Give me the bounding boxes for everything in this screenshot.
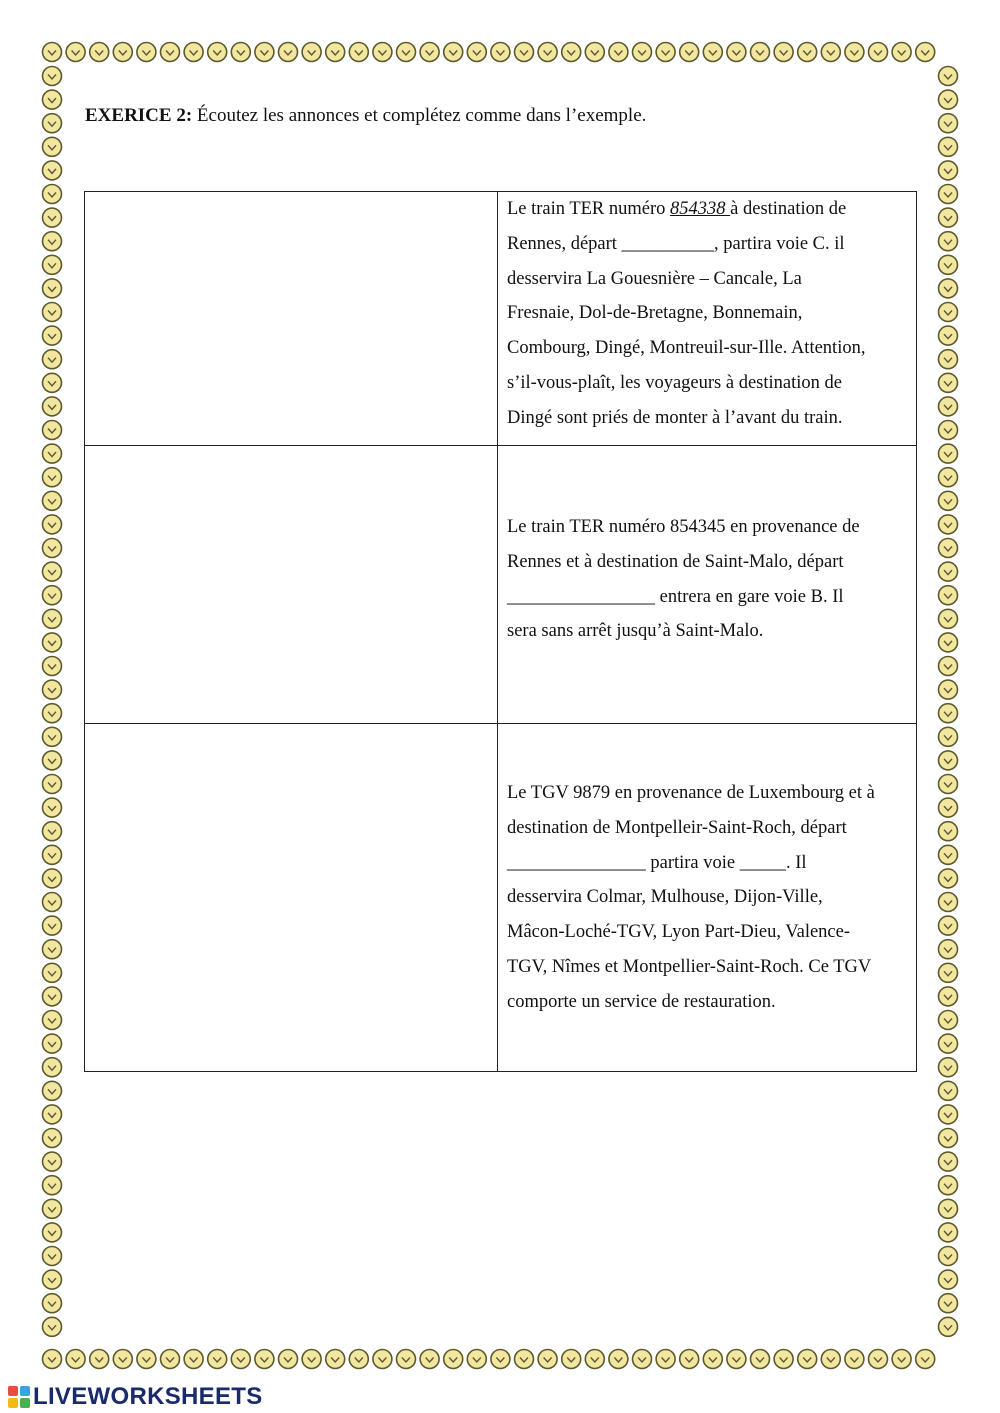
- clock-icon: [43, 1294, 62, 1313]
- text-line: s’il-vous-plaît, les voyageurs à destination de: [507, 372, 842, 393]
- clock-icon: [397, 1350, 416, 1369]
- clock-icon: [939, 232, 958, 251]
- clock-icon: [43, 633, 62, 652]
- clock-icon: [43, 775, 62, 794]
- clock-icon: [161, 1350, 180, 1369]
- clock-icon: [326, 43, 345, 62]
- clock-icon: [821, 1350, 840, 1369]
- clock-icon: [939, 633, 958, 652]
- clock-icon: [373, 1350, 392, 1369]
- clock-icon: [467, 43, 486, 62]
- clock-icon: [43, 444, 62, 463]
- clock-icon: [892, 1350, 911, 1369]
- clock-icon: [43, 963, 62, 982]
- clock-icon: [939, 963, 958, 982]
- clock-icon: [43, 727, 62, 746]
- clock-icon: [113, 43, 132, 62]
- text-line: TGV, Nîmes et Montpellier-Saint-Roch. Ce TGV: [507, 956, 872, 977]
- clock-icon: [420, 1350, 439, 1369]
- clock-icon: [302, 1350, 321, 1369]
- clock-icon: [208, 1350, 227, 1369]
- decorative-border-bottom: [40, 1347, 960, 1371]
- clock-icon: [43, 1058, 62, 1077]
- clock-icon: [43, 1034, 62, 1053]
- clock-icon: [43, 397, 62, 416]
- clock-icon: [939, 1270, 958, 1289]
- answer-cell[interactable]: [85, 446, 498, 724]
- clock-icon: [43, 916, 62, 935]
- clock-icon: [538, 43, 557, 62]
- clock-icon: [939, 940, 958, 959]
- clock-icon: [869, 1350, 888, 1369]
- clock-icon: [774, 43, 793, 62]
- clock-icon: [939, 397, 958, 416]
- clock-icon: [43, 421, 62, 440]
- clock-icon: [43, 751, 62, 770]
- clock-icon: [939, 751, 958, 770]
- clock-icon: [939, 279, 958, 298]
- clock-icon: [397, 43, 416, 62]
- clock-icon: [939, 798, 958, 817]
- exercise-table: [84, 191, 917, 1072]
- clock-icon: [609, 1350, 628, 1369]
- clock-icon: [538, 1350, 557, 1369]
- clock-icon: [585, 43, 604, 62]
- decorative-border-left: [40, 40, 64, 1371]
- clock-icon: [255, 1350, 274, 1369]
- announcement-text: [498, 192, 916, 436]
- clock-icon: [43, 114, 62, 133]
- announcement-text: [498, 724, 916, 1020]
- text-line: Combourg, Dingé, Montreuil-sur-Ille. Attention,: [507, 338, 866, 359]
- exercise-instruction: [85, 103, 915, 129]
- table-row: [85, 446, 917, 724]
- clock-icon: [515, 43, 534, 62]
- clock-icon: [43, 1223, 62, 1242]
- text-line: ________________ entrera en gare voie B. Il: [507, 586, 844, 607]
- clock-icon: [467, 1350, 486, 1369]
- clock-icon: [43, 491, 62, 510]
- clock-icon: [184, 1350, 203, 1369]
- example-train-number: 854338: [670, 199, 731, 219]
- clock-icon: [562, 1350, 581, 1369]
- clock-icon: [916, 1350, 935, 1369]
- clock-icon: [43, 822, 62, 841]
- brand-name: LIVEWORKSHEETS: [33, 1383, 263, 1410]
- clock-icon: [939, 1081, 958, 1100]
- clock-icon: [939, 1176, 958, 1195]
- clock-icon: [939, 609, 958, 628]
- clock-icon: [279, 1350, 298, 1369]
- clock-icon: [939, 421, 958, 440]
- clock-icon: [703, 43, 722, 62]
- announcement-cell: [498, 192, 917, 446]
- clock-icon: [43, 161, 62, 180]
- clock-icon: [373, 43, 392, 62]
- clock-icon: [255, 43, 274, 62]
- clock-icon: [939, 1294, 958, 1313]
- clock-icon: [137, 1350, 156, 1369]
- clock-icon: [43, 279, 62, 298]
- clock-icon: [939, 373, 958, 392]
- clock-icon: [43, 232, 62, 251]
- clock-icon: [43, 1199, 62, 1218]
- table-row: [85, 724, 917, 1072]
- clock-icon: [939, 916, 958, 935]
- clock-icon: [939, 114, 958, 133]
- text-line: sera sans arrêt jusqu’à Saint-Malo.: [507, 621, 764, 642]
- text-line: Le train TER numéro 854345 en provenance de: [507, 517, 860, 537]
- clock-icon: [939, 539, 958, 558]
- clock-icon: [939, 1129, 958, 1148]
- clock-icon: [231, 1350, 250, 1369]
- clock-icon: [939, 775, 958, 794]
- clock-icon: [43, 845, 62, 864]
- clock-icon: [43, 468, 62, 487]
- exercise-instruction-text: Écoutez les annonces et complétez comme dans l’exemple.: [192, 105, 647, 126]
- clock-icon: [43, 940, 62, 959]
- logo-square: [20, 1398, 30, 1408]
- clock-icon: [161, 43, 180, 62]
- clock-icon: [656, 1350, 675, 1369]
- clock-icon: [703, 1350, 722, 1369]
- clock-icon: [491, 1350, 510, 1369]
- table-row: [85, 192, 917, 446]
- clock-icon: [43, 657, 62, 676]
- clock-icon: [798, 43, 817, 62]
- clock-icon: [349, 43, 368, 62]
- clock-icon: [798, 1350, 817, 1369]
- text-line: _______________ partira voie _____. Il: [507, 852, 807, 873]
- text-line: desservira La Gouesnière – Cancale, La: [507, 268, 802, 289]
- clock-icon: [939, 468, 958, 487]
- clock-icon: [43, 987, 62, 1006]
- clock-icon: [420, 43, 439, 62]
- clock-icon: [43, 350, 62, 369]
- clock-icon: [43, 1176, 62, 1195]
- clock-icon: [43, 539, 62, 558]
- announcement-cell: [498, 446, 917, 724]
- text-line: Le train TER numéro 854338 à destination de: [507, 199, 847, 219]
- clock-icon: [444, 43, 463, 62]
- clock-icon: [845, 43, 864, 62]
- text-line: Mâcon-Loché-TGV, Lyon Part-Dieu, Valence-: [507, 922, 850, 943]
- clock-icon: [43, 586, 62, 605]
- clock-icon: [939, 90, 958, 109]
- clock-icon: [774, 1350, 793, 1369]
- logo-grid-icon: [8, 1386, 30, 1408]
- clock-icon: [751, 43, 770, 62]
- clock-icon: [939, 657, 958, 676]
- clock-icon: [562, 43, 581, 62]
- text-line: comporte un service de restauration.: [507, 991, 776, 1012]
- clock-icon: [444, 1350, 463, 1369]
- clock-icon: [939, 680, 958, 699]
- clock-icon: [585, 1350, 604, 1369]
- clock-icon: [939, 586, 958, 605]
- clock-icon: [113, 1350, 132, 1369]
- clock-icon: [43, 373, 62, 392]
- text-line: Dingé sont priés de monter à l’avant du train.: [507, 407, 843, 428]
- clock-icon: [939, 137, 958, 156]
- clock-icon: [939, 326, 958, 345]
- clock-icon: [43, 609, 62, 628]
- clock-icon: [939, 350, 958, 369]
- clock-icon: [609, 43, 628, 62]
- clock-icon: [43, 137, 62, 156]
- clock-icon: [43, 208, 62, 227]
- clock-icon: [43, 1152, 62, 1171]
- clock-icon: [680, 1350, 699, 1369]
- clock-icon: [892, 43, 911, 62]
- clock-icon: [916, 43, 935, 62]
- clock-icon: [939, 1247, 958, 1266]
- clock-icon: [66, 1350, 85, 1369]
- clock-icon: [939, 1011, 958, 1030]
- clock-icon: [43, 562, 62, 581]
- logo-square: [8, 1386, 18, 1396]
- clock-icon: [43, 303, 62, 322]
- clock-icon: [939, 893, 958, 912]
- clock-icon: [939, 727, 958, 746]
- clock-icon: [680, 43, 699, 62]
- clock-icon: [939, 255, 958, 274]
- clock-icon: [137, 43, 156, 62]
- clock-icon: [43, 1105, 62, 1124]
- clock-icon: [43, 90, 62, 109]
- clock-icon: [43, 893, 62, 912]
- text-line: Rennes et à destination de Saint-Malo, départ: [507, 551, 844, 572]
- clock-icon: [727, 43, 746, 62]
- clock-icon: [279, 43, 298, 62]
- clock-icon: [208, 43, 227, 62]
- clock-icon: [43, 869, 62, 888]
- clock-icon: [43, 1270, 62, 1289]
- clock-icon: [90, 43, 109, 62]
- liveworksheets-logo[interactable]: [8, 1384, 263, 1410]
- clock-icon: [939, 704, 958, 723]
- clock-icon: [869, 43, 888, 62]
- clock-icon: [43, 1317, 62, 1336]
- clock-icon: [939, 822, 958, 841]
- clock-icon: [43, 798, 62, 817]
- clock-icon: [939, 491, 958, 510]
- clock-icon: [939, 1152, 958, 1171]
- clock-icon: [751, 1350, 770, 1369]
- clock-icon: [43, 680, 62, 699]
- clock-icon: [326, 1350, 345, 1369]
- announcement-cell: [498, 724, 917, 1072]
- clock-icon: [515, 1350, 534, 1369]
- announcement-text: [498, 446, 916, 649]
- clock-icon: [939, 845, 958, 864]
- clock-icon: [43, 67, 62, 86]
- clock-icon: [939, 444, 958, 463]
- clock-icon: [633, 1350, 652, 1369]
- clock-icon: [939, 1105, 958, 1124]
- clock-icon: [231, 43, 250, 62]
- clock-icon: [939, 562, 958, 581]
- clock-icon: [633, 43, 652, 62]
- clock-icon: [43, 1011, 62, 1030]
- clock-icon: [90, 1350, 109, 1369]
- clock-icon: [939, 1199, 958, 1218]
- clock-icon: [939, 1317, 958, 1336]
- text-line: Fresnaie, Dol-de-Bretagne, Bonnemain,: [507, 303, 803, 324]
- logo-square: [20, 1386, 30, 1396]
- clock-icon: [43, 515, 62, 534]
- logo-square: [8, 1398, 18, 1408]
- text-line: desservira Colmar, Mulhouse, Dijon-Ville,: [507, 887, 823, 908]
- decorative-border-right: [936, 40, 960, 1371]
- clock-icon: [939, 67, 958, 86]
- clock-icon: [939, 1034, 958, 1053]
- clock-icon: [939, 515, 958, 534]
- text-line: Le TGV 9879 en provenance de Luxembourg et à: [507, 783, 875, 803]
- clock-icon: [939, 1058, 958, 1077]
- answer-cell[interactable]: [85, 724, 498, 1072]
- text-line: destination de Montpelleir-Saint-Roch, départ: [507, 817, 847, 838]
- clock-icon: [43, 1081, 62, 1100]
- exercise-label: EXERICE 2:: [85, 105, 193, 126]
- clock-icon: [939, 161, 958, 180]
- clock-icon: [349, 1350, 368, 1369]
- clock-icon: [845, 1350, 864, 1369]
- decorative-border-top: [40, 40, 960, 64]
- clock-icon: [939, 303, 958, 322]
- clock-icon: [43, 326, 62, 345]
- clock-icon: [302, 43, 321, 62]
- clock-icon: [184, 43, 203, 62]
- answer-cell[interactable]: [85, 192, 498, 446]
- clock-icon: [656, 43, 675, 62]
- clock-icon: [939, 987, 958, 1006]
- clock-icon: [43, 704, 62, 723]
- clock-icon: [43, 185, 62, 204]
- clock-icon: [43, 1129, 62, 1148]
- clock-icon: [939, 185, 958, 204]
- clock-icon: [939, 208, 958, 227]
- clock-icon: [491, 43, 510, 62]
- clock-icon: [43, 1247, 62, 1266]
- clock-icon: [43, 255, 62, 274]
- clock-icon: [821, 43, 840, 62]
- text-line: Rennes, départ __________, partira voie C. il: [507, 233, 845, 254]
- clock-icon: [66, 43, 85, 62]
- clock-icon: [939, 1223, 958, 1242]
- clock-icon: [727, 1350, 746, 1369]
- clock-icon: [939, 869, 958, 888]
